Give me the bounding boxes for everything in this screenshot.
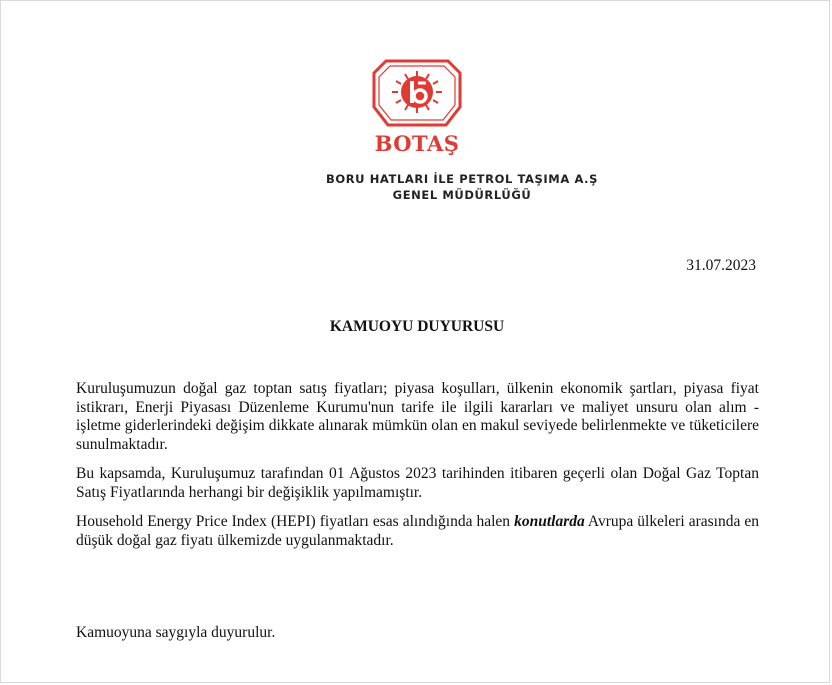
brand-name: BOTAŞ (374, 131, 460, 156)
company-name (1, 171, 832, 203)
document-date: 31.07.2023 (686, 257, 756, 274)
closing-line: Kamuoyuna saygıyla duyurulur. (76, 624, 276, 641)
company-name-line1: BORU HATLARI İLE PETROL TAŞIMA A.Ş (325, 172, 599, 186)
paragraph-3 (76, 513, 759, 550)
paragraph-3-emphasis: konutlarda (514, 513, 585, 530)
document-title: KAMUOYU DUYURUSU (329, 318, 505, 335)
paragraph-3-start: Household Energy Price Index (HEPI) fiyatları esas alındığında halen (76, 513, 515, 530)
company-name-line2: GENEL MÜDÜRLÜĞÜ (392, 188, 532, 202)
botas-logo-icon (372, 59, 462, 127)
document-body (76, 380, 759, 561)
paragraph-1: Kuruluşumuzun doğal gaz toptan satış fiyatları; piyasa koşulları, ülkenin ekonomik şartları, piyasa fiyat istikrarı, Enerji Piyasası Düzenleme Kurumu'nun tarife ile ilgili kararları ve maliyet unsuru olan alım - işletme giderlerindeki değişim dikkate alınarak mümkün olan en makul seviyede belirlenmekte ve tüketicilere sunulmaktadır. (76, 380, 759, 453)
paragraph-2: Bu kapsamda, Kuruluşumuz tarafından 01 Ağustos 2023 tarihinden itibaren geçerli olan Doğal Gaz Toptan Satış Fiyatlarında herhangi bir değişiklik yapılmamıştır. (76, 465, 759, 501)
paragraph-3-end: Avrupa ülkeleri arasında en düşük doğal gaz fiyatı ülkemizde uygulanmaktadır. (76, 513, 760, 549)
